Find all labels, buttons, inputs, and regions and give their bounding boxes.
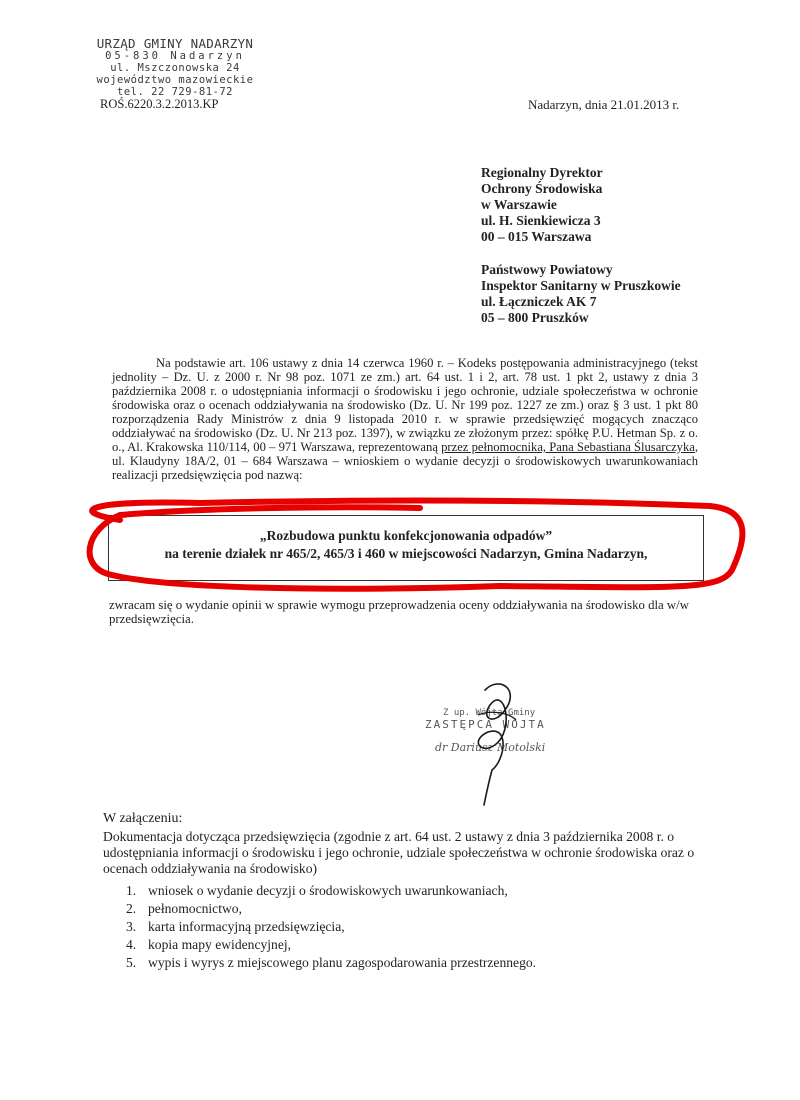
recipient2-line1: Państwowy Powiatowy: [481, 262, 613, 277]
main-paragraph: [112, 356, 698, 482]
item-text: pełnomocnictwo,: [148, 901, 243, 916]
attachments-description: Dokumentacja dotycząca przedsięwzięcia (zgodnie z art. 64 ust. 2 ustawy z dnia 3 października 2008 r. o udostępniania informacji o środowisku i jego ochronie, udziale społeczeństwa w ochronie środowiska oraz o ocenach oddziaływania na środowisko): [103, 829, 695, 876]
item-text: wypis i wyrys z miejscowego planu zagospodarowania przestrzennego.: [148, 955, 537, 970]
recipient1-line2: Ochrony Środowiska: [481, 181, 603, 196]
list-item: [126, 882, 536, 900]
item-number: 4.: [126, 937, 137, 952]
office-region: województwo mazowieckie: [96, 74, 254, 86]
attachments-list: [126, 882, 536, 972]
paragraph-part2: , ul. Klaudyny 18A/2, 01 – 684 Warszawa – wnioskiem o wydanie decyzji o środowiskowych uwarunkowaniach realizacji przedsięwzięcia pod nazwą:: [112, 440, 698, 482]
project-box: [108, 515, 704, 581]
list-item: [126, 918, 536, 936]
signature-stamp: [425, 708, 575, 754]
office-phone: tel. 22 729-81-72: [117, 86, 233, 98]
item-number: 2.: [126, 901, 137, 916]
signature-line3: dr Dariusz Motolski: [435, 741, 546, 754]
recipient1-line3: w Warszawie: [481, 197, 557, 212]
signature-line1: Z up. Wójta Gminy: [443, 708, 536, 718]
recipient1-line5: 00 – 015 Warszawa: [481, 229, 592, 244]
reference-number: ROŚ.6220.3.2.2013.KP: [100, 97, 219, 111]
item-number: 3.: [126, 919, 137, 934]
list-item: [126, 954, 536, 972]
office-postal: 05-830 Nadarzyn: [105, 50, 245, 62]
paragraph-underlined: przez pełnomocnika, Pana Sebastiana Ślusarczyka: [441, 440, 695, 454]
recipient2-line3: ul. Łączniczek AK 7: [481, 294, 597, 309]
attachments-title: W załączeniu:: [103, 811, 183, 826]
date-line: Nadarzyn, dnia 21.01.2013 r.: [528, 97, 680, 112]
paragraph-part1: Na podstawie art. 106 ustawy z dnia 14 czerwca 1960 r. – Kodeks postępowania administracyjnego (tekst jednolity – Dz. U. z 2000 r. Nr 98 poz. 1071 ze zm.) art. 64 ust. 1 i 2, art. 78 ust. 1 pkt 2, ustawy z dnia 3 października 2008 r. o udostępniania informacji o środowisku i jego ochronie, udziale społeczeństwa w ochronie środowiska oraz o ocenach oddziaływania na środowisko (Dz. U. Nr 199 poz. 1227 ze zm.) oraz § 3 ust. 1 pkt 80 rozporządzenia Rady Ministrów z dnia 9 listopada 2010 r. w sprawie przedsięwzięć mogących znacząco oddziaływać na środowisko (Dz. U. Nr 213 poz. 1397), w związku ze złożonym przez: spółkę P.U. Hetman Sp. z o. o., Al. Krakowska 110/114, 00 – 971 Warszawa, reprezentowaną: [112, 356, 698, 454]
recipient1-line1: Regionalny Dyrektor: [481, 165, 603, 180]
list-item: [126, 900, 536, 918]
item-text: karta informacyjną przedsięwzięcia,: [148, 919, 345, 934]
request-sentence: zwracam się o wydanie opinii w sprawie wymogu przeprowadzenia oceny oddziaływania na środowisko dla w/w przedsięwzięcia.: [109, 598, 689, 626]
recipient1-line4: ul. H. Sienkiewicza 3: [481, 213, 601, 228]
project-title: „Rozbudowa punktu konfekcjonowania odpadów”: [259, 528, 553, 543]
office-stamp: [70, 38, 280, 98]
recipient2-line4: 05 – 800 Pruszków: [481, 310, 589, 325]
list-item: [126, 936, 536, 954]
item-number: 5.: [126, 955, 137, 970]
recipient2-line2: Inspektor Sanitarny w Pruszkowie: [481, 278, 681, 293]
item-number: 1.: [126, 883, 137, 898]
office-name: URZĄD GMINY NADARZYN: [96, 36, 254, 51]
signature-line2: ZASTĘPCA WÓJTA: [425, 718, 546, 731]
item-text: kopia mapy ewidencyjnej,: [148, 937, 292, 952]
item-text: wniosek o wydanie decyzji o środowiskowych uwarunkowaniach,: [148, 883, 508, 898]
recipient-rdos: [481, 165, 603, 245]
office-street: ul. Mszczonowska 24: [110, 62, 240, 74]
project-location: na terenie działek nr 465/2, 465/3 i 460 w miejscowości Nadarzyn, Gmina Nadarzyn,: [164, 546, 648, 561]
recipient-sanepid: [481, 262, 681, 326]
